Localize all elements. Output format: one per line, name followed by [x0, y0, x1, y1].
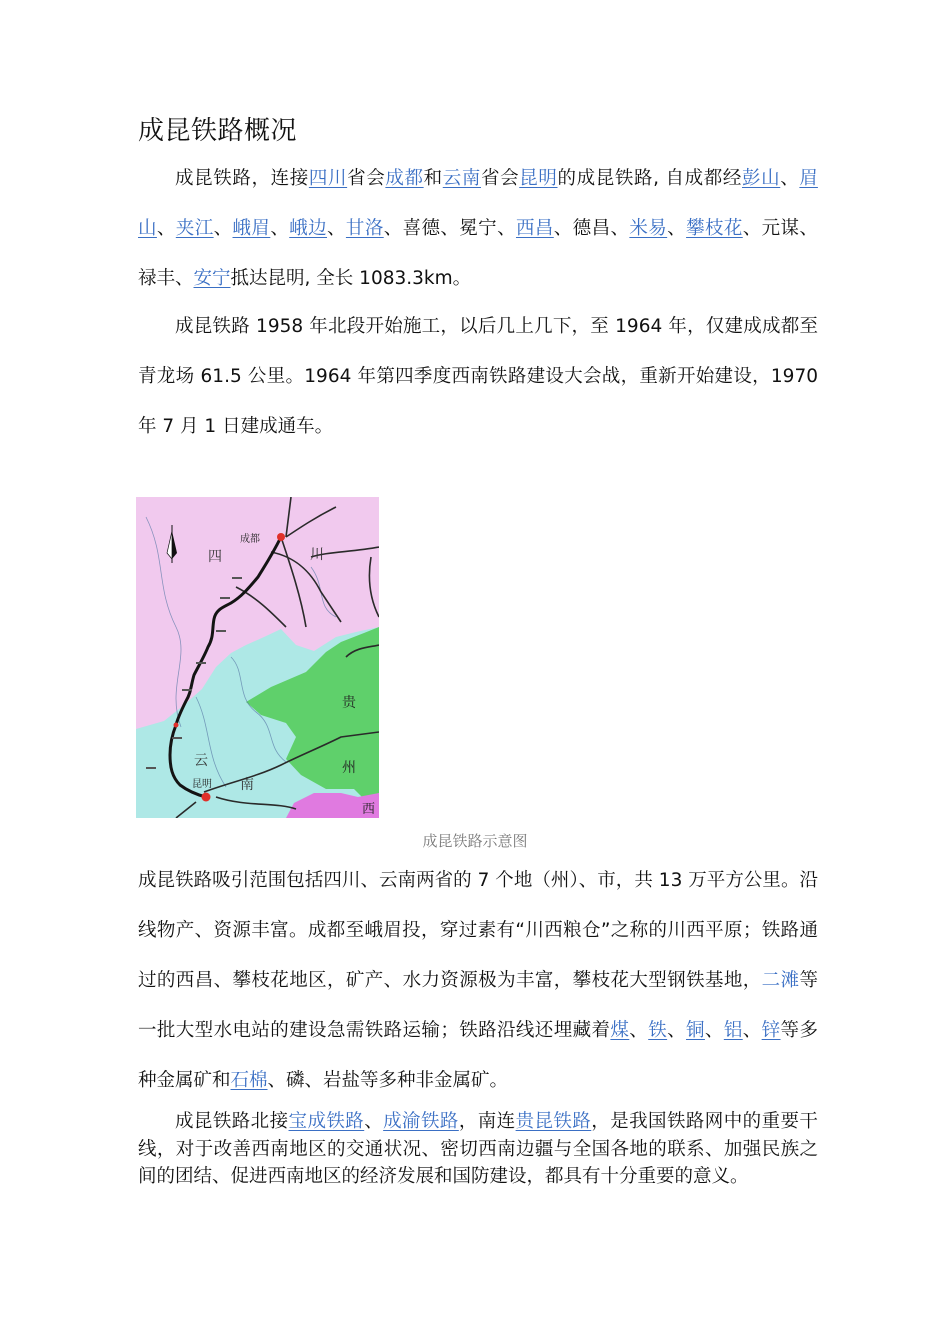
text-run: 成昆铁路北接	[175, 1111, 289, 1132]
label-zhou: 州	[342, 760, 356, 776]
label-xi: 西	[362, 802, 376, 817]
link-p1-13[interactable]: 夹江	[175, 218, 214, 239]
text-run: 成昆铁路，连接	[175, 168, 309, 189]
station-marker	[182, 689, 192, 691]
station-marker	[220, 597, 230, 599]
paragraph-overview	[138, 154, 818, 304]
text-run: 、	[156, 218, 176, 239]
text-run: 、	[667, 1020, 687, 1041]
station-marker	[232, 577, 242, 579]
link-p1-9[interactable]: 彭山	[742, 168, 781, 189]
text-run: 等多种金属矿和	[138, 1020, 818, 1091]
text-run: 、喜德、冕宁、	[383, 218, 516, 239]
text-run: 、	[213, 218, 233, 239]
link-p1-23[interactable]: 米易	[629, 218, 668, 239]
text-run: 、	[780, 168, 800, 189]
link-p3-7[interactable]: 铜	[686, 1020, 705, 1041]
link-p3-9[interactable]: 铝	[723, 1020, 743, 1041]
kunming-city-marker	[202, 793, 211, 802]
station-marker	[146, 767, 156, 769]
label-kunming: 昆明	[192, 779, 212, 790]
text-run: 、德昌、	[553, 218, 630, 239]
text-run: 成昆铁路吸引范围包括四川、云南两省的 7 个地（州）、市，共 13 万平方公里。沿线物产、资源丰富。成都至峨眉投，穿过素有“川西粮仓”之称的川西平原；铁路通过的西昌、攀枝花地区，矿产、水力资源极为丰富，攀枝花大型钢铁基地，	[138, 870, 818, 991]
text-run: 的成昆铁路, 自成都经	[557, 168, 742, 189]
link-p4-5[interactable]: 贵昆铁路	[515, 1111, 592, 1132]
page-title: 成昆铁路概况	[138, 116, 298, 146]
text-run: 、	[629, 1020, 649, 1041]
label-gui: 贵	[342, 695, 356, 711]
text-run: 省会	[347, 168, 386, 189]
label-chuan: 川	[310, 547, 324, 563]
text-run: ，南连	[458, 1111, 516, 1132]
link-p3-5[interactable]: 铁	[648, 1020, 668, 1041]
text-run: 和	[423, 168, 443, 189]
text-run: 、元谋、禄丰、	[138, 218, 818, 289]
link-p1-25[interactable]: 攀枝花	[686, 218, 743, 239]
label-yun: 云	[194, 753, 208, 769]
link-p3-13[interactable]: 石棉	[230, 1070, 268, 1091]
link-p3-11[interactable]: 锌	[761, 1020, 781, 1041]
paragraph-resources	[138, 856, 818, 1106]
link-p3-1[interactable]: 二滩	[761, 970, 800, 991]
text-run: 省会	[481, 168, 520, 189]
text-run: 抵达昆明, 全长 1083.3km。	[230, 268, 472, 289]
text-run: 、磷、岩盐等多种非金属矿。	[267, 1070, 509, 1091]
link-p1-21[interactable]: 西昌	[515, 218, 554, 239]
text-run: ，是我国铁路网中的重要干线，对于改善西南地区的交通状况、密切西南边疆与全国各地的联系、加强民族之间的团结、促进西南地区的经济发展和国防建设，都具有十分重要的意义。	[138, 1111, 818, 1187]
link-p1-5[interactable]: 云南	[442, 168, 481, 189]
link-p1-3[interactable]: 成都	[385, 168, 424, 189]
chengdu-city-marker	[277, 533, 285, 541]
link-p4-3[interactable]: 成渝铁路	[383, 1111, 459, 1132]
link-p1-15[interactable]: 峨眉	[232, 218, 271, 239]
station-marker	[172, 737, 182, 739]
link-p1-11[interactable]: 眉山	[138, 168, 818, 239]
paragraph-construction: 成昆铁路 1958 年北段开始施工，以后几上几下，至 1964 年，仅建成成都至青龙场 61.5 公里。1964 年第四季度西南铁路建设大会战，重新开始建设，1970 年 7 月 1 日建成通车。	[138, 316, 818, 437]
link-p4-1[interactable]: 宝成铁路	[288, 1111, 365, 1132]
label-nan: 南	[240, 777, 254, 793]
link-p1-1[interactable]: 四川	[308, 168, 348, 189]
text-run: 等一批大型水电站的建设急需铁路运输；铁路沿线还埋藏着	[138, 970, 818, 1041]
text-run: 、	[327, 218, 346, 239]
panzhihua-marker	[174, 723, 179, 728]
railway-map	[136, 497, 379, 818]
label-chengdu: 成都	[240, 534, 260, 545]
station-marker	[196, 662, 206, 664]
paragraph-significance	[138, 1108, 818, 1191]
label-si: 四	[208, 549, 222, 565]
text-run: 、	[667, 218, 687, 239]
text-run: 、	[742, 1020, 762, 1041]
link-p1-17[interactable]: 峨边	[289, 218, 328, 239]
text-run: 、	[270, 218, 290, 239]
text-run: 、	[704, 1020, 724, 1041]
link-p1-7[interactable]: 昆明	[519, 168, 558, 189]
link-p3-3[interactable]: 煤	[610, 1020, 630, 1041]
station-marker	[216, 630, 226, 632]
text-run: 、	[364, 1111, 384, 1132]
link-p1-19[interactable]: 甘洛	[345, 218, 384, 239]
link-p1-27[interactable]: 安宁	[193, 268, 231, 289]
map-caption: 成昆铁路示意图	[422, 832, 528, 850]
